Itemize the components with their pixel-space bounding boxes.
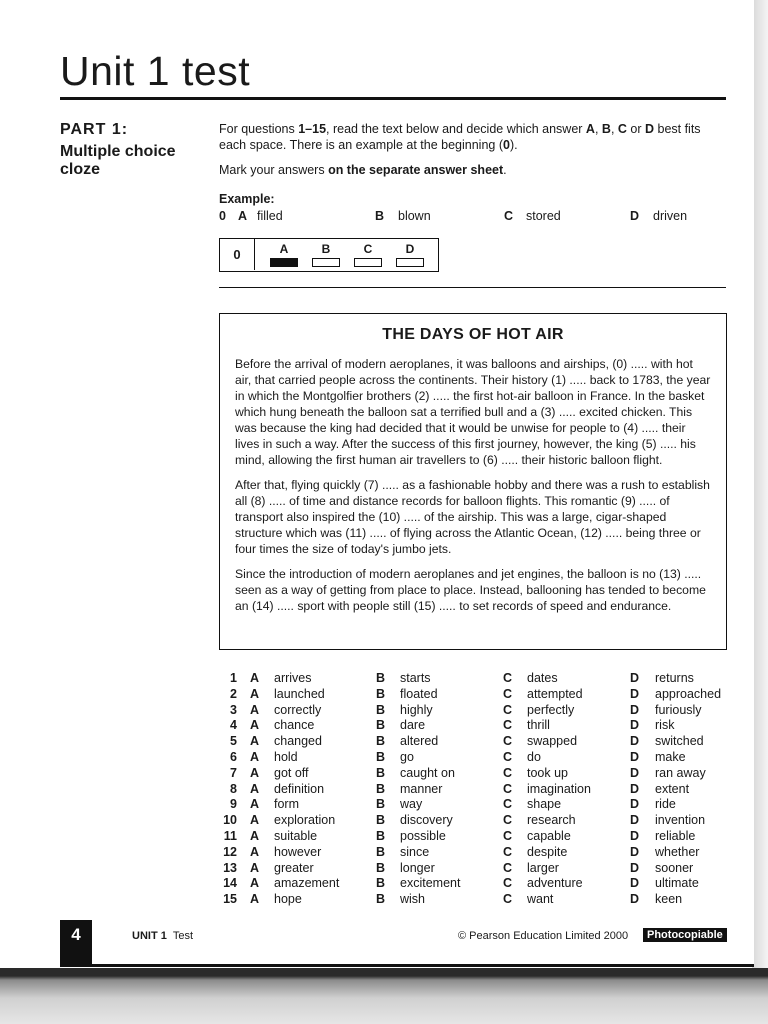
option-word-d: reliable [655,828,696,843]
option-word-b: manner [400,781,443,796]
option-word-c: dates [527,671,558,685]
part-label [60,120,210,179]
answer-bubble-c [354,258,382,267]
option-word-a: greater [274,860,314,875]
option-letter-b: B [376,892,386,907]
option-letter-d: D [630,876,640,891]
instr-text: . [503,163,507,177]
option-word-d: approached [655,686,722,701]
option-letter-d: D [630,765,640,780]
option-word-c: do [527,749,541,764]
option-word-b: go [400,749,414,764]
option-letter-b: B [376,844,386,859]
option-letter-d: D [630,813,640,828]
option-letter-d: D [630,718,640,733]
example-word-a: filled [257,209,283,223]
answer-letter-a: A [279,242,289,256]
part-title: Multiple choice cloze [60,143,176,178]
option-word-b: since [400,844,430,859]
instructions-line-1 [219,121,719,153]
option-word-a: arrives [274,671,312,685]
option-word-c: capable [527,828,571,843]
example-row [219,209,719,227]
option-letter-b: B [376,765,386,780]
option-word-c: thrill [527,718,550,733]
option-letter-a: A [250,797,260,812]
option-letter-b: B [376,671,386,685]
option-word-a: form [274,797,299,812]
question-row [219,718,729,734]
option-letter-b: B [376,734,386,749]
reading-paragraph: Before the arrival of modern aeroplanes, it was balloons and airships, (0) ..... with hot air, that carried people across the continents. Their history (1) ..... back to 1783, the year in which the Montgolfier brothers (2) ..... the first hot-air balloon in France. In the basket which hung beneath the balloon sat a terrified bull and a (3) ..... excited chicken. This was because the king had decided that it would be unwise for people to (4) ..... their lives in such a way. After the success of this first journey, however, the king (5) ..... his mind, allowing the first human air travellers to (6) ..... their historic balloon flight. [235,357,711,467]
answer-box-number: 0 [220,239,255,270]
question-row [219,750,729,766]
answer-option-c [353,242,383,267]
page-footer [0,920,754,966]
question-number: 2 [230,686,237,701]
instructions [219,121,719,187]
question-number: 8 [230,781,237,796]
question-number: 5 [230,734,237,749]
option-letter-a: A [250,749,260,764]
example-letter-c: C [504,209,514,223]
option-letter-d: D [630,844,640,859]
option-letter-c: C [503,718,513,733]
example-letter-b: B [375,209,385,223]
option-letter-a: A [250,718,260,733]
option-letter-c: C [503,892,513,907]
question-number: 7 [230,765,237,780]
option-word-c: imagination [527,781,591,796]
option-letter-c: C [503,765,513,780]
option-letter-c: C [503,797,513,812]
question-number: 10 [223,813,237,828]
example-answer-box [219,238,439,272]
option-letter-b: B [376,686,386,701]
option-word-d: ran away [655,765,706,780]
option-word-c: took up [527,765,569,780]
option-word-b: possible [400,828,446,843]
question-row [219,782,729,798]
example-label: Example: [219,192,275,206]
option-word-b: dare [400,718,426,733]
question-number: 12 [223,844,237,859]
option-letter-a: A [250,781,260,796]
option-word-c: swapped [527,734,578,749]
footer-copyright: © Pearson Education Limited 2000 [458,930,629,942]
footer-unit-label: UNIT 1 [132,930,167,942]
question-row [219,845,729,861]
question-number: 4 [230,718,237,733]
option-word-b: starts [400,671,431,685]
page-bottom-shadow [0,968,768,1024]
instr-letter-a: A [585,122,595,136]
instructions-line-2 [219,162,719,178]
option-letter-d: D [630,892,640,907]
option-word-c: shape [527,797,562,812]
question-row [219,671,729,687]
instr-example-num: 0 [503,138,510,152]
option-word-b: way [400,797,423,812]
option-word-a: exploration [274,813,336,828]
question-number: 13 [223,860,237,875]
footer-unit-sub: Test [172,930,194,942]
option-letter-a: A [250,765,260,780]
question-number: 9 [230,797,237,812]
instr-text: best fits each space. There is an example at the beginning [219,122,701,152]
option-word-d: make [655,749,686,764]
option-word-d: invention [655,813,706,828]
option-word-d: ultimate [655,876,699,891]
option-word-a: launched [274,686,325,701]
option-letter-d: D [630,686,640,701]
example-section [219,192,719,227]
option-letter-b: B [376,749,386,764]
instr-letter-c: C [617,122,627,136]
option-letter-d: D [630,749,640,764]
footer-unit [132,930,193,942]
example-number: 0 [219,209,226,223]
option-word-c: despite [527,844,568,859]
option-word-a: changed [274,734,322,749]
instr-letter-d: D [644,122,655,136]
answer-option-d [395,242,425,267]
option-word-a: correctly [274,702,322,717]
option-word-c: research [527,813,576,828]
option-letter-a: A [250,860,260,875]
question-row [219,766,729,782]
option-letter-c: C [503,860,513,875]
option-word-b: wish [400,892,426,907]
question-number: 14 [223,876,237,891]
option-letter-d: D [630,671,640,685]
reading-paragraph: Since the introduction of modern aeroplanes and jet engines, the balloon is no (13) ..... seen as a way of getting from place to place. Instead, ballooning has tended to become an (14) ..... sport with people still (15) ..... to set records of speed and endurance. [235,567,706,613]
option-letter-c: C [503,828,513,843]
question-number: 1 [230,671,237,685]
option-letter-a: A [250,828,260,843]
question-row [219,892,729,908]
example-word-c: stored [526,209,561,223]
option-letter-b: B [376,718,386,733]
answer-option-a [269,242,299,267]
question-number: 15 [223,892,237,907]
answer-letter-d: D [405,242,415,256]
option-letter-b: B [376,876,386,891]
option-letter-d: D [630,781,640,796]
option-letter-a: A [250,876,260,891]
option-word-c: want [527,892,554,907]
page-title: Unit 1 test [60,48,251,94]
option-letter-b: B [376,781,386,796]
option-letter-c: C [503,734,513,749]
option-word-d: risk [655,718,675,733]
option-letter-c: C [503,781,513,796]
example-letter-a: A [238,209,248,223]
option-word-d: extent [655,781,690,796]
question-row [219,861,729,877]
option-word-a: however [274,844,322,859]
option-letter-a: A [250,734,260,749]
example-word-b: blown [398,209,431,223]
option-letter-c: C [503,876,513,891]
question-row [219,703,729,719]
option-word-a: definition [274,781,325,796]
reading-paragraph: After that, flying quickly (7) ..... as a fashionable hobby and there was a rush to establish all (8) ..... of time and distance records for balloon flights. This romantic (9) ..... of transport also inspired the (10) ..... of the airship. This was a large, cigar-shaped structure which was (11) ..... of flying across the Atlantic Ocean, (12) ..... being three or four times the size of today's jumbo jets. [235,478,710,556]
instr-text: For questions [219,122,299,136]
option-word-d: sooner [655,860,694,875]
instr-text: Mark your answers [219,163,329,177]
option-letter-d: D [630,734,640,749]
option-word-b: floated [400,686,438,701]
option-letter-a: A [250,813,260,828]
reading-text-title: THE DAYS OF HOT AIR [382,326,564,343]
title-rule [60,97,726,100]
option-letter-a: A [250,686,260,701]
option-letter-a: A [250,892,260,907]
answer-option-b [311,242,341,267]
option-word-a: suitable [274,828,318,843]
part-number: PART 1: [60,121,129,138]
option-letter-c: C [503,813,513,828]
instr-range: 1–15 [298,122,327,136]
option-letter-c: C [503,686,513,701]
option-letter-c: C [503,749,513,764]
answer-letter-b: B [321,242,331,256]
question-number: 11 [223,828,237,843]
option-word-c: larger [527,860,559,875]
page-number: 4 [60,920,92,966]
question-number: 6 [230,749,237,764]
example-word-d: driven [653,209,688,223]
option-word-d: furiously [655,702,702,717]
option-word-d: whether [655,844,700,859]
instr-text: , [610,122,618,136]
option-word-a: hold [274,749,298,764]
reading-text-box [219,313,727,650]
instr-answer-sheet: on the separate answer sheet [328,163,504,177]
answer-bubble-d [396,258,424,267]
option-letter-a: A [250,844,260,859]
question-row [219,687,729,703]
option-letter-a: A [250,702,260,717]
option-word-d: returns [655,671,694,685]
option-word-d: keen [655,892,683,907]
instr-text: or [626,122,645,136]
option-word-b: highly [400,702,433,717]
option-letter-b: B [376,828,386,843]
option-letter-d: D [630,797,640,812]
instr-letter-b: B [601,122,611,136]
instr-text: , [594,122,602,136]
option-word-d: switched [655,734,704,749]
question-number: 3 [230,702,237,717]
option-word-c: perfectly [527,702,575,717]
question-row [219,829,729,845]
instr-text: ). [509,138,518,152]
instr-text: ( [498,138,503,152]
answer-bubble-a-filled [270,258,298,267]
option-letter-b: B [376,860,386,875]
option-word-a: hope [274,892,302,907]
option-letter-d: D [630,828,640,843]
option-word-b: altered [400,734,439,749]
option-word-d: ride [655,797,676,812]
option-letter-c: C [503,671,513,685]
question-row [219,876,729,892]
answer-options-list [219,671,729,908]
option-letter-d: D [630,860,640,875]
option-letter-a: A [250,671,260,685]
question-row [219,797,729,813]
option-letter-b: B [376,702,386,717]
option-word-b: discovery [400,813,453,828]
question-row [219,734,729,750]
example-letter-d: D [630,209,640,223]
option-word-b: caught on [400,765,455,780]
section-rule [219,287,726,288]
option-word-a: chance [274,718,315,733]
instr-text: , read the text below and decide which answer [326,122,586,136]
answer-bubble-b [312,258,340,267]
footer-rule [60,964,754,967]
option-word-a: got off [274,765,309,780]
option-letter-b: B [376,813,386,828]
option-word-a: amazement [274,876,340,891]
option-letter-c: C [503,702,513,717]
answer-letter-c: C [363,242,373,256]
option-letter-d: D [630,702,640,717]
page-edge-shadow [752,0,768,975]
photocopiable-badge: Photocopiable [643,928,727,942]
option-word-c: adventure [527,876,583,891]
option-letter-c: C [503,844,513,859]
question-row [219,813,729,829]
option-word-b: excitement [400,876,461,891]
option-word-b: longer [400,860,435,875]
option-word-c: attempted [527,686,583,701]
option-letter-b: B [376,797,386,812]
